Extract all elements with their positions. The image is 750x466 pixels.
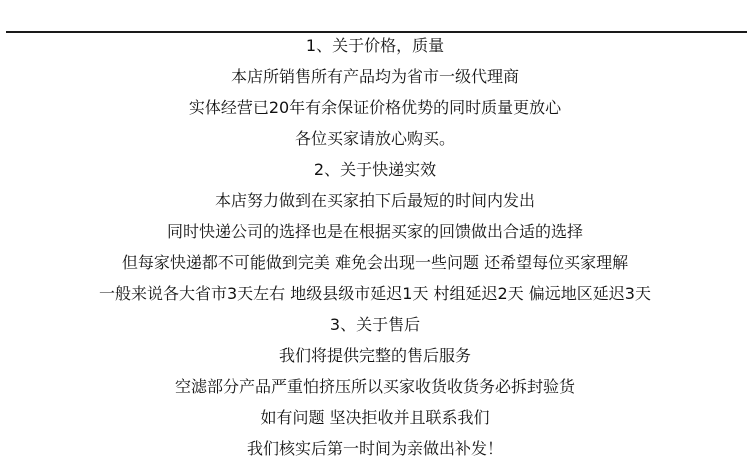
notice-line: 本店努力做到在买家拍下后最短的时间内发出 bbox=[214, 191, 535, 210]
section-heading-price-quality: 1、关于价格，质量 bbox=[305, 36, 445, 55]
store-notice bbox=[0, 30, 750, 464]
notice-line: 各位买家请放心购买。 bbox=[294, 129, 455, 148]
notice-line: 但每家快递都不可能做到完美 难免会出现一些问题 还希望每位买家理解 bbox=[121, 253, 629, 272]
notice-line: 如有问题 坚决拒收并且联系我们 bbox=[260, 408, 490, 427]
notice-line: 我们将提供完整的售后服务 bbox=[278, 346, 471, 365]
notice-line: 实体经营已20年有余保证价格优势的同时质量更放心 bbox=[188, 98, 562, 117]
section-heading-after-sales: 3、关于售后 bbox=[329, 315, 421, 334]
notice-line: 本店所销售所有产品均为省市一级代理商 bbox=[230, 67, 519, 86]
notice-line: 同时快递公司的选择也是在根据买家的回馈做出合适的选择 bbox=[166, 222, 583, 241]
notice-line: 我们核实后第一时间为亲做出补发！ bbox=[246, 439, 503, 458]
notice-line: 一般来说各大省市3天左右 地级县级市延迟1天 村组延迟2天 偏远地区延迟3天 bbox=[99, 284, 651, 303]
section-heading-shipping: 2、关于快递实效 bbox=[313, 160, 437, 179]
notice-line: 空滤部分产品严重怕挤压所以买家收货收货务必拆封验货 bbox=[174, 377, 575, 396]
